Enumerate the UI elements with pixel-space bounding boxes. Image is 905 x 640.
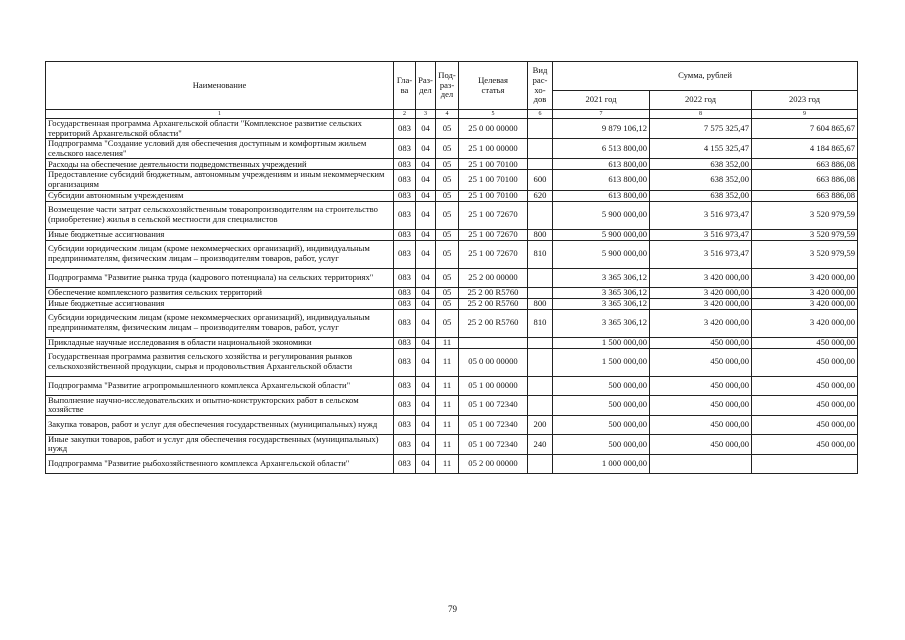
row-sum-2022 <box>650 454 752 473</box>
row-sum-2023: 450 000,00 <box>752 376 858 395</box>
row-name: Предоставление субсидий бюджетным, автономным учреждениям и иным некоммерческим организациям <box>46 170 394 190</box>
row-razdel: 04 <box>416 240 436 268</box>
row-sum-2023: 450 000,00 <box>752 337 858 348</box>
row-target: 05 1 00 72340 <box>459 415 528 434</box>
row-name: Подпрограмма "Развитие рыбохозяйственного комплекса Архангельской области" <box>46 454 394 473</box>
row-razdel: 04 <box>416 309 436 337</box>
row-sum-2021: 613 800,00 <box>553 190 650 201</box>
row-sum-2021: 5 900 000,00 <box>553 229 650 240</box>
row-sum-2023: 663 886,08 <box>752 190 858 201</box>
table-row <box>46 119 858 139</box>
row-razdel: 04 <box>416 268 436 287</box>
row-glava: 083 <box>394 190 416 201</box>
table-row <box>46 415 858 434</box>
header-glava: Гла- ва <box>394 62 416 110</box>
row-razdel: 04 <box>416 201 436 229</box>
row-razdel: 04 <box>416 287 436 298</box>
table-body <box>46 119 858 474</box>
row-sum-2022: 3 516 973,47 <box>650 240 752 268</box>
header-vid: Вид рас- хо- дов <box>528 62 553 110</box>
row-sum-2023: 3 420 000,00 <box>752 287 858 298</box>
row-vid <box>528 159 553 170</box>
table-row <box>46 159 858 170</box>
table-header <box>46 62 858 119</box>
row-glava: 083 <box>394 298 416 309</box>
row-glava: 083 <box>394 201 416 229</box>
table-row <box>46 348 858 376</box>
row-target: 05 1 00 00000 <box>459 376 528 395</box>
row-vid <box>528 395 553 415</box>
header-2021: 2021 год <box>553 91 650 110</box>
row-vid <box>528 119 553 139</box>
row-vid <box>528 139 553 159</box>
row-vid: 800 <box>528 229 553 240</box>
row-sum-2023: 3 420 000,00 <box>752 268 858 287</box>
row-podrazdel: 11 <box>436 376 459 395</box>
table-row <box>46 287 858 298</box>
row-sum-2022: 3 420 000,00 <box>650 309 752 337</box>
row-glava: 083 <box>394 240 416 268</box>
row-sum-2021: 1 000 000,00 <box>553 454 650 473</box>
row-podrazdel: 05 <box>436 170 459 190</box>
row-sum-2022: 450 000,00 <box>650 337 752 348</box>
row-razdel: 04 <box>416 170 436 190</box>
table-row <box>46 454 858 473</box>
page-number: 79 <box>448 604 457 614</box>
row-target: 25 1 00 70100 <box>459 190 528 201</box>
row-target: 05 2 00 00000 <box>459 454 528 473</box>
row-target: 25 1 00 70100 <box>459 159 528 170</box>
row-sum-2022: 450 000,00 <box>650 348 752 376</box>
col-num: 9 <box>752 110 858 119</box>
row-glava: 083 <box>394 268 416 287</box>
header-razdel: Раз- дел <box>416 62 436 110</box>
row-sum-2021: 613 800,00 <box>553 159 650 170</box>
row-glava: 083 <box>394 170 416 190</box>
row-glava: 083 <box>394 454 416 473</box>
row-podrazdel: 11 <box>436 415 459 434</box>
table-row <box>46 298 858 309</box>
row-glava: 083 <box>394 415 416 434</box>
row-name: Прикладные научные исследования в области национальной экономики <box>46 337 394 348</box>
row-sum-2021: 3 365 306,12 <box>553 298 650 309</box>
row-target <box>459 337 528 348</box>
row-name: Подпрограмма "Развитие агропромышленного комплекса Архангельской области" <box>46 376 394 395</box>
row-podrazdel: 05 <box>436 229 459 240</box>
row-podrazdel: 05 <box>436 190 459 201</box>
row-name: Иные бюджетные ассигнования <box>46 229 394 240</box>
row-vid: 620 <box>528 190 553 201</box>
row-name: Субсидии юридическим лицам (кроме некоммерческих организаций), индивидуальным предпринимателям, физическим лицам – производителям товаров, работ, услуг <box>46 309 394 337</box>
budget-table <box>45 61 858 474</box>
row-name: Иные закупки товаров, работ и услуг для обеспечения государственных (муниципальных) нужд <box>46 434 394 454</box>
row-target: 05 1 00 72340 <box>459 434 528 454</box>
row-podrazdel: 05 <box>436 240 459 268</box>
table-row <box>46 170 858 190</box>
row-glava: 083 <box>394 287 416 298</box>
row-podrazdel: 05 <box>436 119 459 139</box>
row-sum-2021: 500 000,00 <box>553 434 650 454</box>
row-podrazdel: 11 <box>436 434 459 454</box>
row-sum-2022: 3 420 000,00 <box>650 298 752 309</box>
row-razdel: 04 <box>416 454 436 473</box>
row-razdel: 04 <box>416 298 436 309</box>
row-glava: 083 <box>394 395 416 415</box>
row-podrazdel: 05 <box>436 287 459 298</box>
row-razdel: 04 <box>416 190 436 201</box>
row-glava: 083 <box>394 159 416 170</box>
row-glava: 083 <box>394 309 416 337</box>
table-row <box>46 309 858 337</box>
row-sum-2022: 638 352,00 <box>650 159 752 170</box>
row-name: Подпрограмма "Создание условий для обеспечения доступным и комфортным жильем сельского населения" <box>46 139 394 159</box>
row-podrazdel: 05 <box>436 159 459 170</box>
col-num: 7 <box>553 110 650 119</box>
row-sum-2023: 663 886,08 <box>752 170 858 190</box>
row-podrazdel: 11 <box>436 348 459 376</box>
row-glava: 083 <box>394 434 416 454</box>
row-sum-2022: 638 352,00 <box>650 190 752 201</box>
row-name: Обеспечение комплексного развития сельских территорий <box>46 287 394 298</box>
row-name: Субсидии юридическим лицам (кроме некоммерческих организаций), индивидуальным предпринимателям, физическим лицам – производителям товаров, работ, услуг <box>46 240 394 268</box>
row-razdel: 04 <box>416 229 436 240</box>
row-podrazdel: 05 <box>436 201 459 229</box>
row-podrazdel: 05 <box>436 298 459 309</box>
row-sum-2022: 3 516 973,47 <box>650 229 752 240</box>
row-razdel: 04 <box>416 119 436 139</box>
row-glava: 083 <box>394 119 416 139</box>
row-sum-2021: 1 500 000,00 <box>553 337 650 348</box>
header-target: Целевая статья <box>459 62 528 110</box>
row-sum-2023: 3 520 979,59 <box>752 229 858 240</box>
row-sum-2021: 500 000,00 <box>553 395 650 415</box>
row-podrazdel: 05 <box>436 309 459 337</box>
table-row <box>46 240 858 268</box>
row-podrazdel: 11 <box>436 337 459 348</box>
row-vid: 810 <box>528 309 553 337</box>
row-sum-2022: 450 000,00 <box>650 415 752 434</box>
row-sum-2022: 450 000,00 <box>650 395 752 415</box>
row-vid <box>528 287 553 298</box>
table-row <box>46 201 858 229</box>
row-name: Субсидии автономным учреждениям <box>46 190 394 201</box>
col-num: 2 <box>394 110 416 119</box>
header-sum: Сумма, рублей <box>553 62 858 91</box>
row-sum-2021: 3 365 306,12 <box>553 287 650 298</box>
row-sum-2022: 638 352,00 <box>650 170 752 190</box>
table-row <box>46 139 858 159</box>
row-sum-2021: 3 365 306,12 <box>553 268 650 287</box>
row-sum-2023: 3 520 979,59 <box>752 240 858 268</box>
row-vid <box>528 268 553 287</box>
row-vid <box>528 201 553 229</box>
row-sum-2023: 3 520 979,59 <box>752 201 858 229</box>
row-sum-2023: 450 000,00 <box>752 415 858 434</box>
row-sum-2023: 450 000,00 <box>752 395 858 415</box>
row-sum-2023 <box>752 454 858 473</box>
row-sum-2022: 7 575 325,47 <box>650 119 752 139</box>
row-sum-2021: 500 000,00 <box>553 415 650 434</box>
row-target: 25 2 00 00000 <box>459 268 528 287</box>
row-podrazdel: 11 <box>436 454 459 473</box>
header-2022: 2022 год <box>650 91 752 110</box>
row-podrazdel: 05 <box>436 268 459 287</box>
row-name: Государственная программа Архангельской области "Комплексное развитие сельских территорий Архангельской области" <box>46 119 394 139</box>
col-num: 3 <box>416 110 436 119</box>
col-num: 5 <box>459 110 528 119</box>
row-sum-2022: 4 155 325,47 <box>650 139 752 159</box>
row-sum-2022: 450 000,00 <box>650 376 752 395</box>
row-vid: 800 <box>528 298 553 309</box>
row-razdel: 04 <box>416 139 436 159</box>
row-target: 25 2 00 R5760 <box>459 287 528 298</box>
row-sum-2021: 6 513 800,00 <box>553 139 650 159</box>
header-2023: 2023 год <box>752 91 858 110</box>
table-row <box>46 434 858 454</box>
row-target: 05 0 00 00000 <box>459 348 528 376</box>
row-sum-2023: 4 184 865,67 <box>752 139 858 159</box>
row-name: Иные бюджетные ассигнования <box>46 298 394 309</box>
row-target: 25 1 00 72670 <box>459 240 528 268</box>
table-row <box>46 395 858 415</box>
table-row <box>46 268 858 287</box>
row-name: Закупка товаров, работ и услуг для обеспечения государственных (муниципальных) нужд <box>46 415 394 434</box>
row-sum-2023: 450 000,00 <box>752 348 858 376</box>
row-razdel: 04 <box>416 159 436 170</box>
row-sum-2023: 3 420 000,00 <box>752 309 858 337</box>
row-sum-2021: 1 500 000,00 <box>553 348 650 376</box>
row-target: 05 1 00 72340 <box>459 395 528 415</box>
row-sum-2022: 3 420 000,00 <box>650 287 752 298</box>
row-target: 25 2 00 R5760 <box>459 309 528 337</box>
row-razdel: 04 <box>416 434 436 454</box>
row-target: 25 1 00 00000 <box>459 139 528 159</box>
row-vid <box>528 337 553 348</box>
row-sum-2021: 3 365 306,12 <box>553 309 650 337</box>
row-sum-2021: 9 879 106,12 <box>553 119 650 139</box>
table-row <box>46 337 858 348</box>
col-num: 1 <box>46 110 394 119</box>
row-sum-2022: 3 420 000,00 <box>650 268 752 287</box>
row-sum-2021: 613 800,00 <box>553 170 650 190</box>
row-target: 25 1 00 70100 <box>459 170 528 190</box>
row-name: Государственная программа развития сельского хозяйства и регулирования рынков сельскохозяйственной продукции, сырья и продовольствия Архангельской области <box>46 348 394 376</box>
row-razdel: 04 <box>416 395 436 415</box>
row-razdel: 04 <box>416 337 436 348</box>
row-target: 25 0 00 00000 <box>459 119 528 139</box>
row-podrazdel: 11 <box>436 395 459 415</box>
header-podrazdel: Под- раз- дел <box>436 62 459 110</box>
row-target: 25 1 00 72670 <box>459 229 528 240</box>
row-razdel: 04 <box>416 376 436 395</box>
row-podrazdel: 05 <box>436 139 459 159</box>
row-vid: 200 <box>528 415 553 434</box>
row-razdel: 04 <box>416 348 436 376</box>
row-name: Возмещение части затрат сельскохозяйственным товаропроизводителям на строительство (приобретение) жилья в сельской местности для специалистов <box>46 201 394 229</box>
row-sum-2021: 5 900 000,00 <box>553 201 650 229</box>
row-name: Подпрограмма "Развитие рынка труда (кадрового потенциала) на сельских территориях" <box>46 268 394 287</box>
row-vid: 240 <box>528 434 553 454</box>
row-glava: 083 <box>394 139 416 159</box>
col-num: 6 <box>528 110 553 119</box>
col-num: 8 <box>650 110 752 119</box>
row-vid <box>528 454 553 473</box>
table-row <box>46 190 858 201</box>
row-vid: 600 <box>528 170 553 190</box>
row-glava: 083 <box>394 337 416 348</box>
row-sum-2021: 5 900 000,00 <box>553 240 650 268</box>
header-name: Наименование <box>46 62 394 110</box>
row-vid: 810 <box>528 240 553 268</box>
row-sum-2023: 663 886,08 <box>752 159 858 170</box>
table-row <box>46 376 858 395</box>
row-target: 25 1 00 72670 <box>459 201 528 229</box>
row-sum-2021: 500 000,00 <box>553 376 650 395</box>
row-sum-2023: 450 000,00 <box>752 434 858 454</box>
row-razdel: 04 <box>416 415 436 434</box>
row-sum-2022: 3 516 973,47 <box>650 201 752 229</box>
row-vid <box>528 376 553 395</box>
row-sum-2022: 450 000,00 <box>650 434 752 454</box>
row-target: 25 2 00 R5760 <box>459 298 528 309</box>
row-sum-2023: 3 420 000,00 <box>752 298 858 309</box>
col-num: 4 <box>436 110 459 119</box>
table-row <box>46 229 858 240</box>
row-glava: 083 <box>394 229 416 240</box>
row-vid <box>528 348 553 376</box>
row-sum-2023: 7 604 865,67 <box>752 119 858 139</box>
row-name: Расходы на обеспечение деятельности подведомственных учреждений <box>46 159 394 170</box>
row-glava: 083 <box>394 376 416 395</box>
row-name: Выполнение научно-исследовательских и опытно-конструкторских работ в сельском хозяйстве <box>46 395 394 415</box>
row-glava: 083 <box>394 348 416 376</box>
